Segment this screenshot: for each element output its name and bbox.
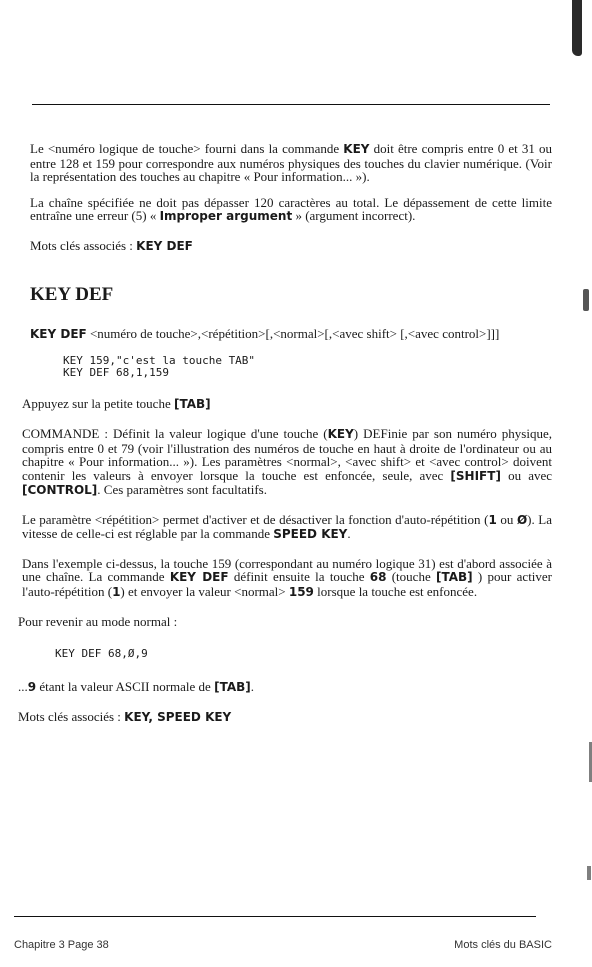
section-title: KEY DEF	[30, 284, 114, 305]
page-content	[18, 142, 552, 725]
tab-instruction: Appuyez sur la petite touche [TAB]	[22, 395, 211, 411]
footer-section-title: Mots clés du BASIC	[454, 939, 552, 951]
bold-keyword: 9	[27, 679, 37, 694]
intro-paragraph-key-number: Le <numéro logique de touche> fourni dans la commande KEY doit être compris entre 0 et 31 ou entre 128 et 159 pour correspondre aux numéros physiques des touches du clavier numérique. (Voir la représentation des touches au chapitre « Pour information... »).	[30, 141, 553, 184]
bold-keyword: [TAB]	[214, 679, 251, 694]
intro-paragraph-string-limit: La chaîne spécifiée ne doit pas dépasser 120 caractères au total. Le dépassement de cette limite entraîne une erreur (5) « Improper argument » (argument incorrect).	[30, 194, 552, 223]
commande-description: COMMANDE : Définit la valeur logique d'une touche (KEY) DEFinie par son numéro physique, compris entre 0 et 79 (voir l'illustration des numéros de touche en haut à droite de l'ordinateur ou au chapitre « Pour information... »). Les paramètres <normal>, <avec shift> et <avec control> doivent contenir les valeurs à envoyer lorsque la touche est enfoncée, seule, avec [SHIFT] ou avec [CONTROL]. Ces paramètres sont facultatifs.	[22, 426, 553, 497]
bold-keyword: 159	[288, 584, 314, 599]
code-example-normal: KEY DEF 68,Ø,9	[55, 646, 148, 660]
bold-keyword: KEY, SPEED KEY	[124, 710, 232, 724]
bold-keyword: KEY DEF	[30, 327, 87, 341]
related-keywords: Mots clés associés : KEY, SPEED KEY	[18, 709, 232, 724]
bold-keyword: [SHIFT]	[450, 468, 501, 483]
example-explanation: Dans l'exemple ci-dessus, la touche 159 (correspondant au numéro logique 31) est d'abord associée à une chaîne. La commande KEY DEF définit ensuite la touche 68 (touche [TAB] ) pour activer l'auto-répétition (1) et envoyer la valeur <normal> 159 lorsque la touche est enfoncée.	[22, 555, 553, 599]
bold-keyword: 1	[112, 584, 121, 599]
top-rule	[32, 104, 550, 105]
scan-artifact	[572, 0, 582, 56]
bold-keyword: 1	[488, 512, 497, 527]
scan-artifact	[587, 866, 591, 880]
footer-chapter-page: Chapitre 3 Page 38	[14, 939, 109, 951]
bold-keyword: KEY DEF	[169, 570, 229, 584]
repetition-description: Le paramètre <répétition> permet d'activer et de désactiver la fonction d'auto-répétition (1 ou Ø). La vitesse de celle-ci est réglable par la commande SPEED KEY.	[22, 511, 552, 541]
scan-artifact	[583, 289, 589, 311]
bold-keyword: KEY	[327, 427, 354, 441]
bold-keyword: Improper argument	[159, 209, 293, 223]
bold-keyword: KEY DEF	[136, 238, 193, 253]
bold-keyword: [TAB]	[436, 570, 473, 584]
return-normal-mode: Pour revenir au mode normal :	[18, 614, 178, 629]
bold-keyword: SPEED KEY	[273, 527, 348, 541]
bold-keyword: Ø	[516, 512, 528, 527]
bold-keyword: [CONTROL]	[22, 483, 98, 497]
bold-keyword: [TAB]	[173, 396, 211, 411]
bottom-rule	[14, 916, 536, 917]
bold-keyword: 68	[369, 570, 387, 584]
bold-keyword: KEY	[343, 142, 370, 156]
syntax-line: KEY DEF <numéro de touche>,<répétition>[,<normal>[,<avec shift> [,<avec control>]]]	[30, 326, 500, 341]
ascii-note: ...9 étant la valeur ASCII normale de [TAB].	[18, 678, 254, 694]
intro-related-keywords: Mots clés associés : KEY DEF	[30, 237, 193, 253]
code-example: KEY 159,"c'est la touche TAB" KEY DEF 68,1,159	[63, 353, 256, 379]
